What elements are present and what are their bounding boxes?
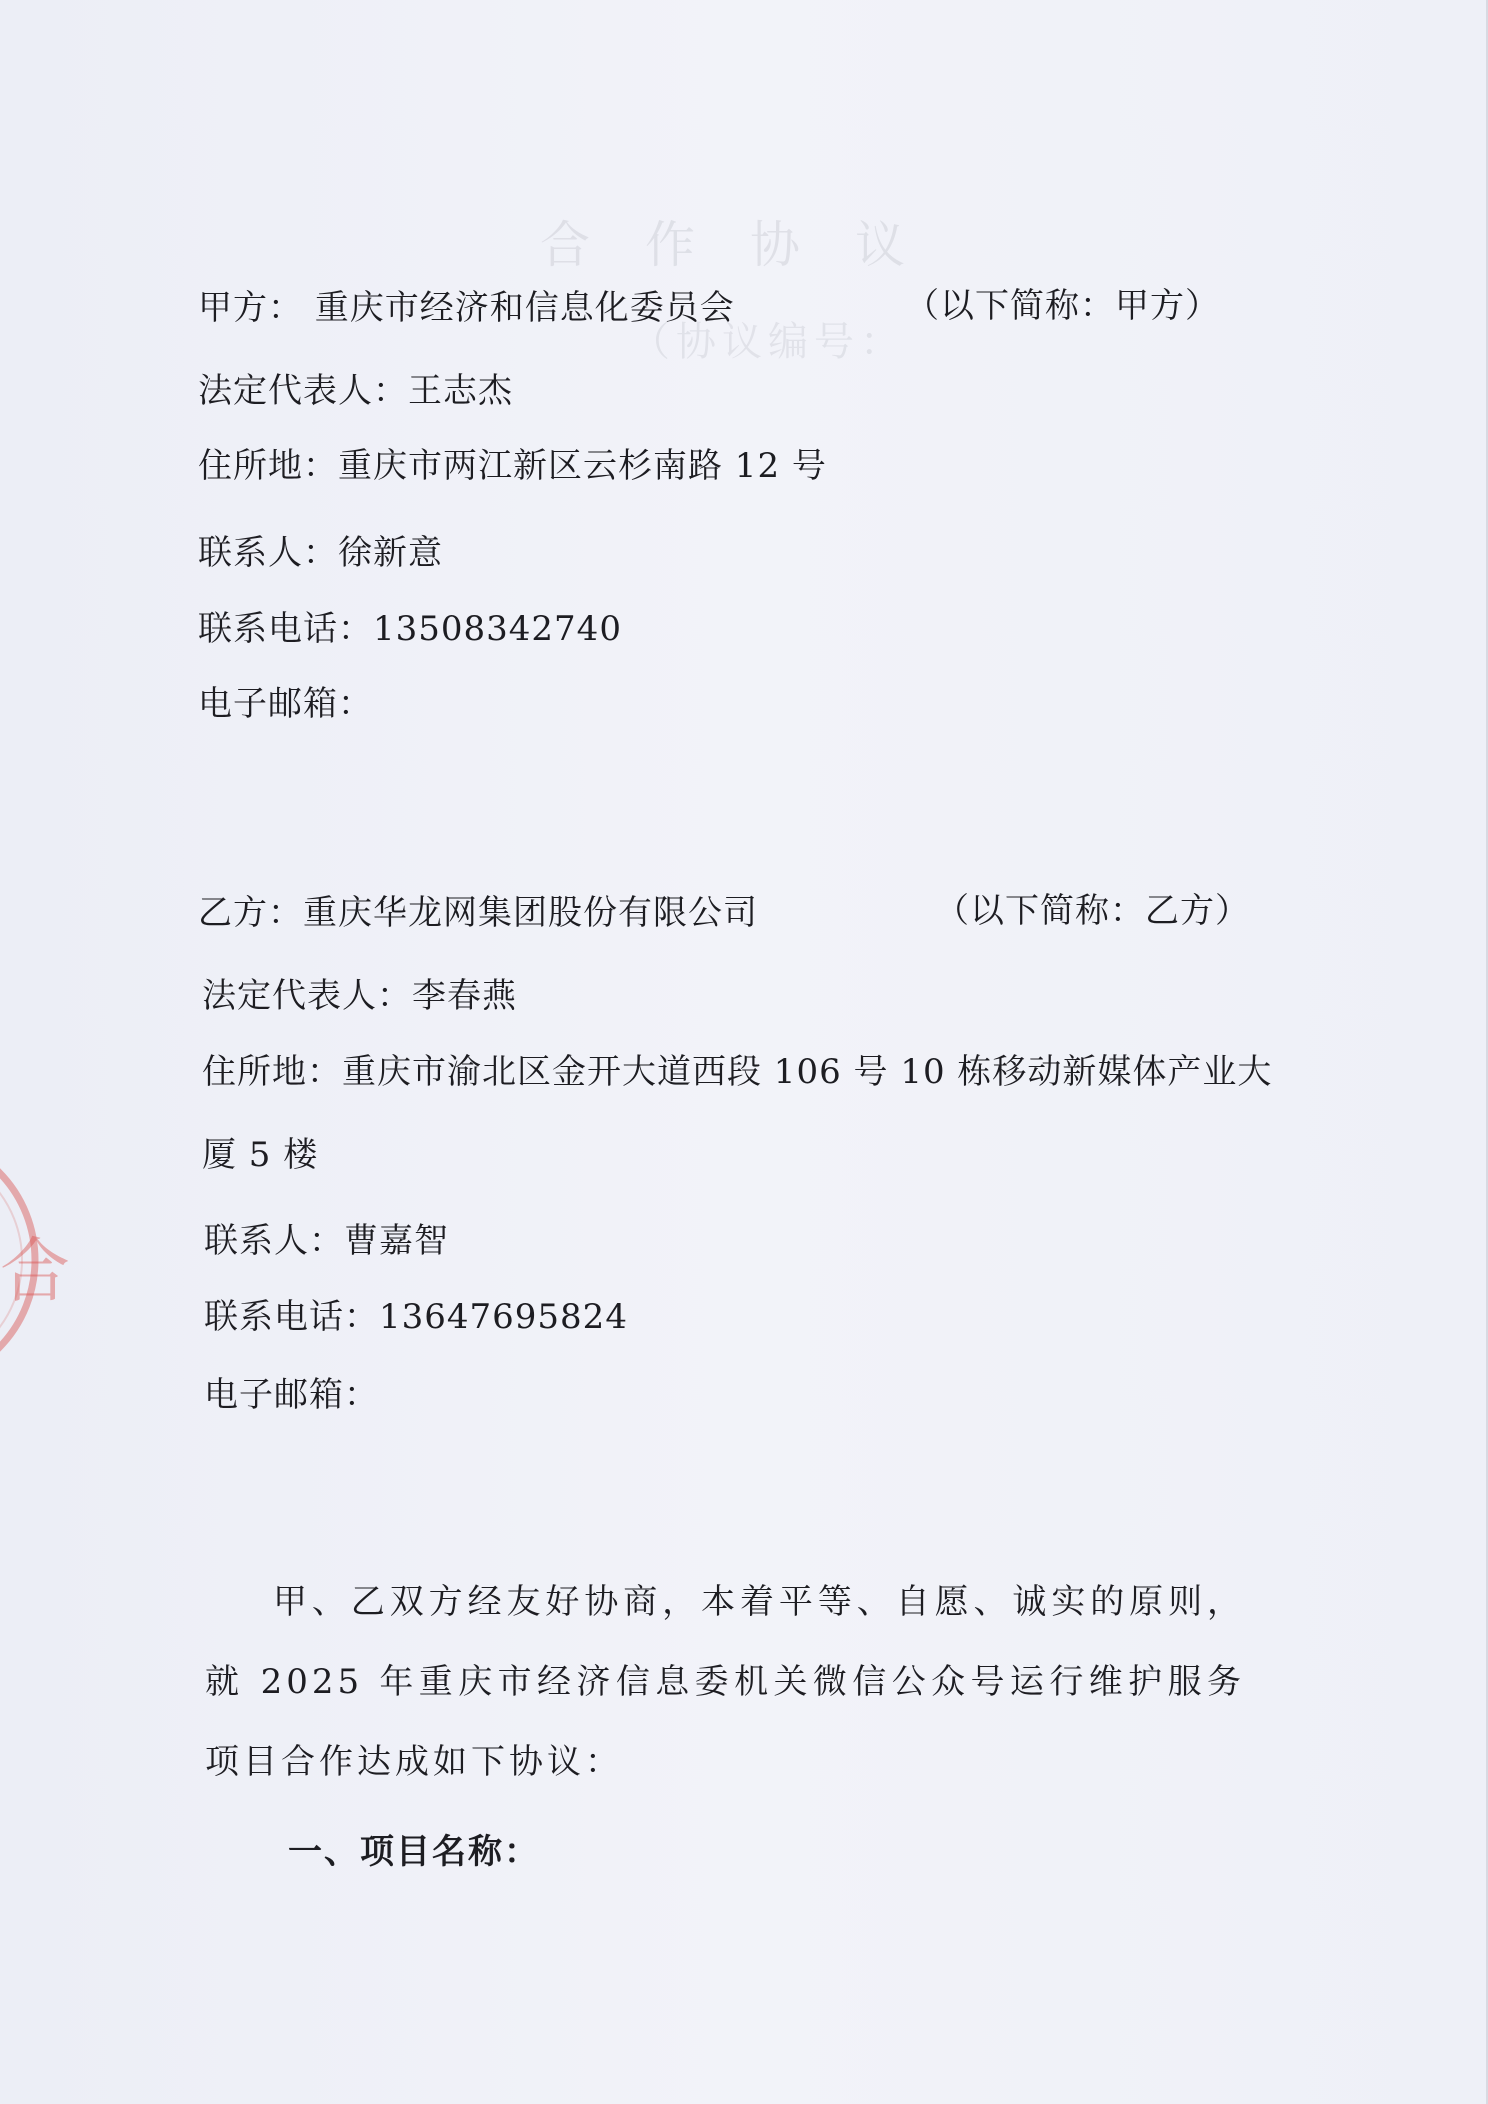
bleed-through-title: 合作协议 (540, 216, 960, 274)
party-a-legal-rep: 法定代表人：王志杰 (198, 371, 513, 411)
bleed-through-subtitle: （协议编号： (630, 319, 906, 365)
party-a-email: 电子邮箱： (198, 684, 373, 724)
red-seal-fragment (0, 1145, 70, 1375)
section-1-heading: 一、项目名称： (288, 1832, 540, 1872)
party-a-abbreviation: （以下简称：甲方） (905, 286, 1220, 326)
party-b-abbreviation: （以下简称：乙方） (935, 891, 1250, 931)
party-a-phone: 联系电话：13508342740 (198, 609, 622, 649)
party-b-address-line-2: 厦 5 楼 (202, 1135, 319, 1175)
party-a-address: 住所地：重庆市两江新区云杉南路 12 号 (198, 446, 827, 486)
party-b-contact: 联系人：曹嘉智 (204, 1221, 449, 1261)
intro-paragraph: 甲、乙双方经友好协商，本着平等、自愿、诚实的原则，就 2025 年重庆市经济信息委机关微信公众号运行维护服务项目合作达成如下协议： (205, 1582, 1245, 1782)
party-a-contact: 联系人：徐新意 (198, 533, 443, 573)
party-b-legal-rep: 法定代表人：李春燕 (202, 976, 517, 1016)
party-b-email: 电子邮箱： (204, 1375, 379, 1415)
party-b-address-line-1: 住所地：重庆市渝北区金开大道西段 106 号 10 栋移动新媒体产业大 (202, 1052, 1273, 1092)
party-a-name: 甲方： 重庆市经济和信息化委员会 (198, 288, 735, 328)
seal-character: 合 (0, 1230, 70, 1312)
party-b-phone: 联系电话：13647695824 (204, 1297, 628, 1337)
party-b-name: 乙方：重庆华龙网集团股份有限公司 (198, 893, 758, 933)
